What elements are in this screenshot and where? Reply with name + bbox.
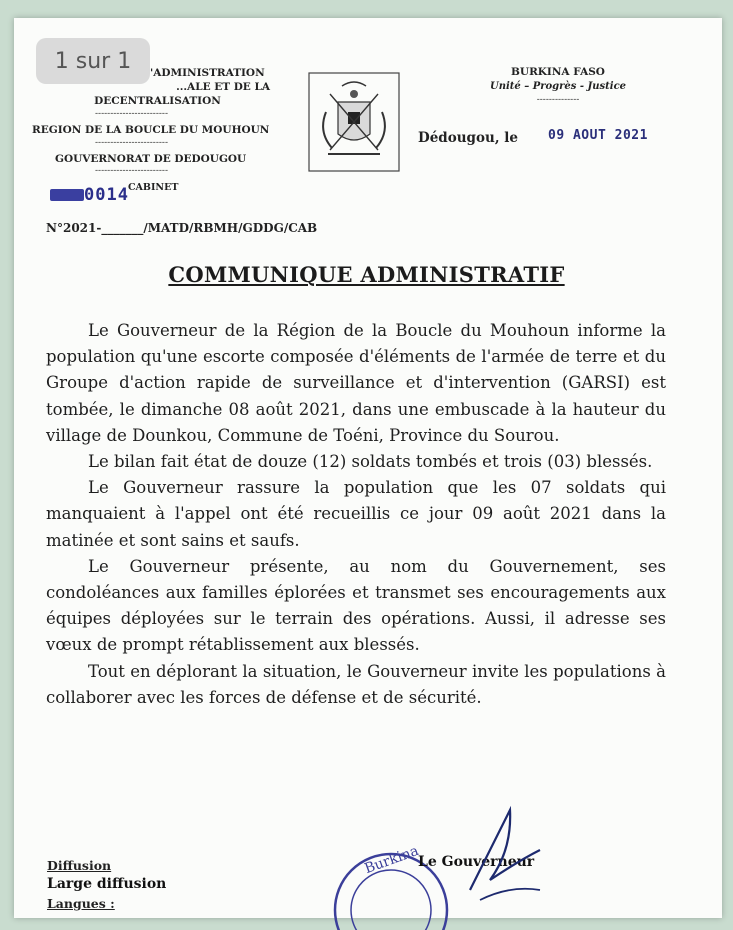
place-label: Dédougou, le: [418, 130, 518, 146]
paragraph: Le Gouverneur de la Région de la Boucle du Mouhoun informe la population qu'une escorte composée d'éléments de l'armée de terre et du Groupe d'action rapide de surveillance et d'intervention (GARSI) est tombée, le dimanche 08 août 2021, dans une embuscade à la hauteur du village de Dounkou, Commune de Toéni, Province du Sourou.: [46, 321, 666, 445]
document-title: COMMUNIQUE ADMINISTRATIF: [168, 262, 565, 287]
separator: ------------------------: [95, 166, 168, 176]
gouvernorat-name: GOUVERNORAT DE DEDOUGOU: [55, 153, 247, 165]
registration-stamp: [50, 185, 129, 205]
diffusion-value: Large diffusion: [47, 876, 167, 892]
coat-of-arms-icon: [308, 72, 400, 172]
paragraph: Le bilan fait état de douze (12) soldats tombés et trois (03) blessés.: [88, 452, 653, 472]
date-stamp: 09 AOUT 2021: [548, 128, 648, 143]
cabinet-label: CABINET: [128, 182, 179, 193]
svg-text:Burkina: Burkina: [362, 842, 421, 878]
diffusion-heading: Diffusion: [47, 858, 112, 873]
separator: ------------------------: [95, 109, 168, 119]
country-name: BURKINA FASO: [511, 66, 605, 78]
handwritten-signature: [440, 790, 560, 910]
page-indicator: 1 sur 1: [36, 38, 150, 84]
ministry-line-1: 'ADMINISTRATION: [150, 67, 265, 79]
country-motto: Unité – Progrès - Justice: [489, 81, 627, 92]
paragraph: Tout en déplorant la situation, le Gouverneur invite les populations à collaborer avec les forces de défense et de sécurité.: [46, 661, 666, 707]
paragraph: Le Gouverneur rassure la population que les 07 soldats qui manquaient à l'appel ont été recueillis ce jour 09 août 2021 dans la matinée et sont sains et saufs.: [46, 478, 666, 550]
communique-body: [46, 318, 666, 711]
separator: --------------: [536, 95, 580, 105]
reference-number: N°2021-_______/MATD/RBMH/GDDG/CAB: [46, 221, 318, 235]
region-name: REGION DE LA BOUCLE DU MOUHOUN: [32, 124, 270, 136]
ink-smudge: [50, 189, 84, 201]
languages-label: Langues :: [47, 896, 115, 911]
signatory-title: Le Gouverneur: [418, 854, 535, 870]
separator: ------------------------: [95, 138, 168, 148]
ministry-line-3: DECENTRALISATION: [94, 95, 221, 107]
ministry-line-2: ...ALE ET DE LA: [176, 81, 270, 93]
paragraph: Le Gouverneur présente, au nom du Gouvernement, ses condoléances aux familles éplorées et transmet ses encouragements aux équipes déployées sur le terrain des opérations. Aussi, il adresse ses vœux de prompt rétablissement aux blessés.: [46, 556, 666, 655]
registration-number: 0014: [84, 185, 129, 205]
